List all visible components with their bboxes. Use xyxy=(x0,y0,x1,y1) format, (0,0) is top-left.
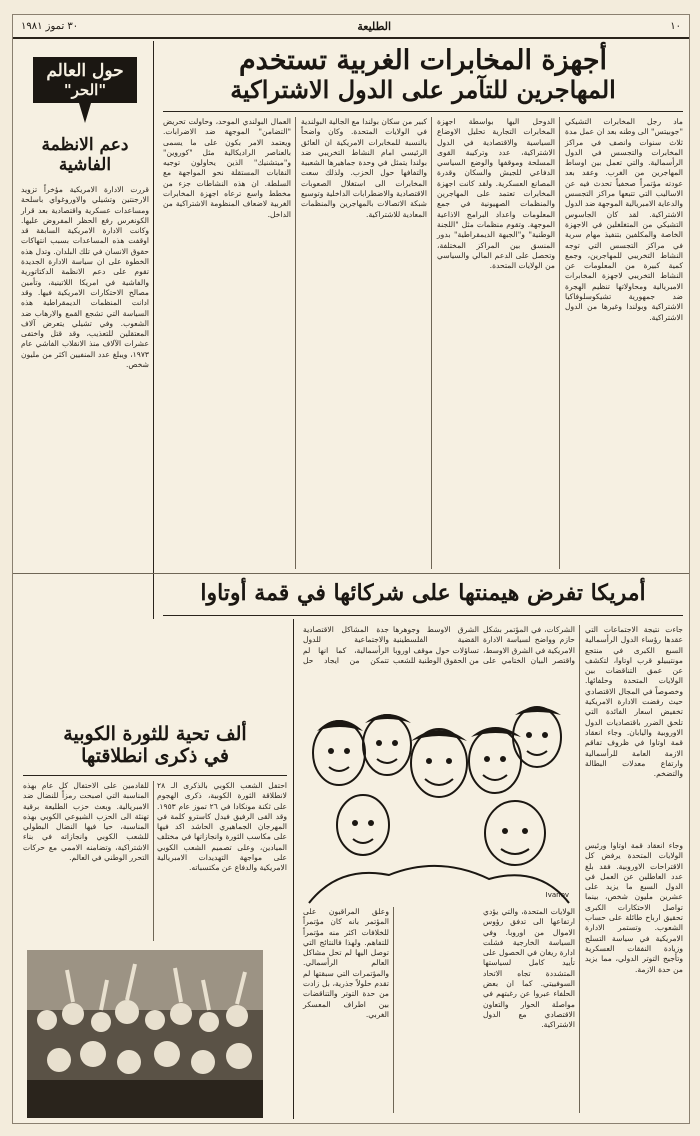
issue-date: ٣٠ تموز ١٩٨١ xyxy=(21,20,79,32)
cuba-headline xyxy=(23,723,287,767)
section-divider xyxy=(293,619,294,1119)
column-divider xyxy=(559,117,560,569)
main-article-col2: الدوحل اليها بواسطة اجهزة المخابرات التجارية تحليل الاوضاع السياسية والاقتصادية في الدول الاشتراكية، عدد وتركيبة القوى المسلحة وموقفها والوضع السياسي الدفاعي للجيش والسكان وقدرة المصانع العسكرية. ولقد كانت اجهزة المخابرات تعتمد على المهاجرين والمنظمات الصهيونية في جمع المعلومات واعداد البرامج الاذاعية الموجهة. وتقوم منظمات مثل "اللجنة الوطنية" و"الجبهة الديمقراطية" بدور المنسق بين المراكز المختلفة، وتحصل على الدعم المالي والسياسي من الولايات المتحدة. xyxy=(437,117,555,271)
stamp-line2: "الحر" xyxy=(63,81,107,99)
sidebar-divider xyxy=(153,41,154,619)
column-divider xyxy=(153,781,154,941)
page-number: ١٠ xyxy=(670,20,681,32)
cartoon-drawing xyxy=(299,665,575,903)
cuba-headline-line2: في ذكرى انطلاقتها xyxy=(81,745,229,767)
summit-cartoon xyxy=(299,665,575,903)
cuba-article-col2: للقادمين على الاحتفال كل عام بهذه المناسبة التي اصبحت رمزاً للنضال ضد الامبريالية. وبعث حزب الطليعة برقية تهنئة الى الحزب الشيوعي الكوبي بهذه المناسبة، حيا فيها النضال البطولي للشعب الكوبي وانجازاته في بناء الاشتراكية، وتضامنه الاممي مع حركات التحرر الوطني في العالم. xyxy=(23,781,149,863)
cuba-crowd-photo xyxy=(27,950,263,1118)
middle-article-col2: الشركات، في المؤتمر بشكل حازم وواضح لسياسة الادارة الامريكية في الشرق الاوسط، واقتصر البيان الختامي على xyxy=(483,625,575,665)
column-divider xyxy=(295,117,296,569)
main-headline-line1: أجهزة المخابرات الغربية تستخدم xyxy=(238,45,608,76)
cuba-headline-line1: ألف تحية للثورة الكوبية xyxy=(63,723,247,745)
column-divider xyxy=(431,117,432,569)
world-stamp-logo xyxy=(29,51,141,127)
main-article-col3: كبير من سكان بولندا مع الجالية البولندية في الولايات المتحدة. وكان واضحاً بالنسبة للمخابرات الامريكية ان العائق الرئيسي امام النشاط التخريبي ضد بولندا يتمثل في وحدة جماهيرها الشعبية والتفافها حول الحزب. ولذلك سعت المخابرات الى استغلال الصعوبات الاقتصادية والاضطرابات الداخلية وتوسيع شبكة الاتصالات بالمهاجرين والمنظمات المعادية للاشتراكية. xyxy=(301,117,427,219)
cartoon-signature: Ivanov xyxy=(545,891,569,899)
crowd-photo-drawing xyxy=(27,950,263,1118)
middle-article-col6: وعلق المراقبون على المؤتمر بانه كان مؤتمراً للخلافات اكثر منه مؤتمراً للتفاهم. ولهذا فالنتائج التي توصل اليها لم تحل مشاكل العالم الرأسمالي. والمؤتمرات التي سبقتها لم تقدم حلولاً جذرية، بل زادت من حدة التوتر والتناقضات بين اطراف المعسكر الغربي. xyxy=(303,907,389,1019)
column-divider xyxy=(579,625,580,1113)
middle-headline: أمريكا تفرض هيمنتها على شركائها في قمة أوتاوا xyxy=(200,580,646,606)
stamp-line1: حول العالم xyxy=(46,61,124,81)
main-article-col4: العمال البولندي الموحد، وحاولت تحريض "التضامن" الموجهة ضد الاضرابات. ويعتمد الامر بكون على ما يسمى بالعناصر الراديكالية مثل "كوروين" و"ميتشنيك" الذين يحاولون توجيه النقابات المستقلة نحو المواجهة مع السلطة. ان هذه النشاطات جزء من مخطط واسع ترعاه اجهزة المخابرات الغربية لاضعاف المنظومة الاشتراكية من الداخل. xyxy=(163,117,291,219)
main-article-col1: ماد رجل المخابرات التشيكي "جوبيتس" الى وطنه بعد ان عمل مدة ثلاث سنوات وانصف في مراكز المخابرات والتجسس في الدول الرأسمالية. والتي تعمل بين اوساط المهاجرين من الغرب. وعقد بعد عودته مؤتمراً صحفياً تحدث فيه عن الاساليب التي تتبعها مراكز التجسس والدعاية الامبريالية الموجهة ضد الدول الاشتراكية. لقد كان الجاسوس التشيكي من المتغلغلين في الاجهزة الخاصة والمكلفين بتنفيذ مهام سرية في مراكز التجسس التي توجه النشاط التخريبي للمهاجرين، وجمع كمية كبيرة من المعلومات عن النشاط التخريبي لاجهزة المخابرات الامبريالية ومحاولاتها تنظيم الهجرة ضد جمهورية تشيكوسلوفاكيا الاشتراكية وبولندا وغيرها من الدول الاشتراكية. xyxy=(565,117,683,322)
page-header xyxy=(13,15,689,39)
main-headline xyxy=(163,45,683,104)
cuba-headline-rule xyxy=(23,775,287,776)
sidebar-title-line1: دعم الانظمة xyxy=(41,135,129,155)
middle-article-col4: جدة المشاكل الاقتصادية والاجتماعية للدول الرأسمالية، كما انها لم تتمكن من ايجاد حل xyxy=(303,625,389,665)
column-divider xyxy=(393,907,394,1113)
middle-article-col5: الولايات المتحدة، والتي يؤدي ارتفاعها الى تدفق رؤوس الاموال من اوروبا. وفي السياسة الخارجية فشلت ادارة ريغان في الحصول على تأييد كامل لسياستها المتشددة تجاه الاتحاد السوفييتي. كما ان بعض الحلفاء عبروا عن رغبتهم في مواصلة الحوار والتعاون الاقتصادي مع الدول الاشتراكية. xyxy=(483,907,575,1030)
middle-article-col3: الشرق الاوسط وجوهرها القضية الفلسطينية تساؤلات حول موقف اوروبا من الحقوق الوطنية للشعب xyxy=(393,625,479,665)
main-headline-line2: المهاجرين للتآمر على الدول الاشتراكية xyxy=(230,75,616,105)
middle-article-col4b: وجاء انعقاد قمة اوتاوا ورئيس الولايات المتحدة يرفض كل الاقتراحات الاوروبية. فقد بلغ عدد العاطلين عن العمل في الدول السبع ما يزيد على عشرين مليون شخص، بينما تواصل الاحتكارات الكبرى تحقيق ارباح طائلة على حساب الشعوب. وتستمر الادارة الامريكية في سياسة التسلح وزيادة النفقات العسكرية وتأجيج التوتر الدولي، مما يزيد من حدة الازمة. xyxy=(585,841,683,974)
cuba-article-col1: احتفل الشعب الكوبي بالذكرى الـ ٢٨ لانطلاقة الثورة الكوبية، ذكرى الهجوم على ثكنة مونكادا في ٢٦ تموز عام ١٩٥٣. وقد القى الرفيق فيدل كاسترو كلمة في المهرجان الجماهيري الحاشد اكد فيها على مكاسب الثورة وانجازاتها في مختلف الميادين، وعلى تصميم الشعب الكوبي على مواجهة التهديدات الامبريالية الامريكية والدفاع عن مكتسباته. xyxy=(157,781,287,873)
sidebar-body: قررت الادارة الامريكية مؤخراً تزويد الارجنتين وتشيلي والاوروغواي باسلحة ومساعدات عسكرية واقتصادية بعد قرار الكونغرس رفع الحظر المفروض عليها. وكانت الادارة الامريكية السابقة قد اوقفت هذه المساعدات بسبب انتهاكات حقوق الانسان في تلك البلدان. وتدل هذه الخطوة على ان سياسة الادارة الجديدة تقوم على دعم الانظمة الدكتاتورية والفاشية في امريكا اللاتينية، وتأمين مصالح الاحتكارات الامريكية فيها. وقد ادانت المنظمات الديمقراطية هذه السياسة التي تشجع القمع والارهاب ضد الشعوب. وفي تشيلي يتعرض آلاف المعتقلين للتعذيب، وقد قتل واختفى عشرات الآلاف منذ الانقلاب الفاشي عام ١٩٧٣، ويبلغ عدد المنفيين اكثر من مليون شخص. xyxy=(21,185,149,370)
middle-headline-rule xyxy=(163,615,683,616)
sidebar-title-line2: الفاشية xyxy=(58,155,112,175)
sidebar-title xyxy=(21,135,149,175)
middle-article-col1: جاءت نتيجة الاجتماعات التي عقدها رؤساء الدول الرأسمالية السبع الكبرى في منتجع مونتيبيلو قرب اوتاوا، لتكشف عن عمق التناقضات بين الولايات المتحدة وحلفائها. وخصوصاً في المجال الاقتصادي حيث رفضت الادارة الامريكية تخفيض اسعار الفائدة التي تلحق الضرر باقتصاديات الدول الاوروبية واليابان. وجاء انعقاد قمة اوتاوا في ظروف تفاقم الازمة العامة للرأسمالية وارتفاع معدلات البطالة والتضخم. xyxy=(585,625,683,779)
newspaper-page xyxy=(12,14,690,1124)
publication-name: الطليعة xyxy=(357,19,392,33)
section-rule xyxy=(13,573,689,574)
main-headline-rule xyxy=(163,111,683,112)
